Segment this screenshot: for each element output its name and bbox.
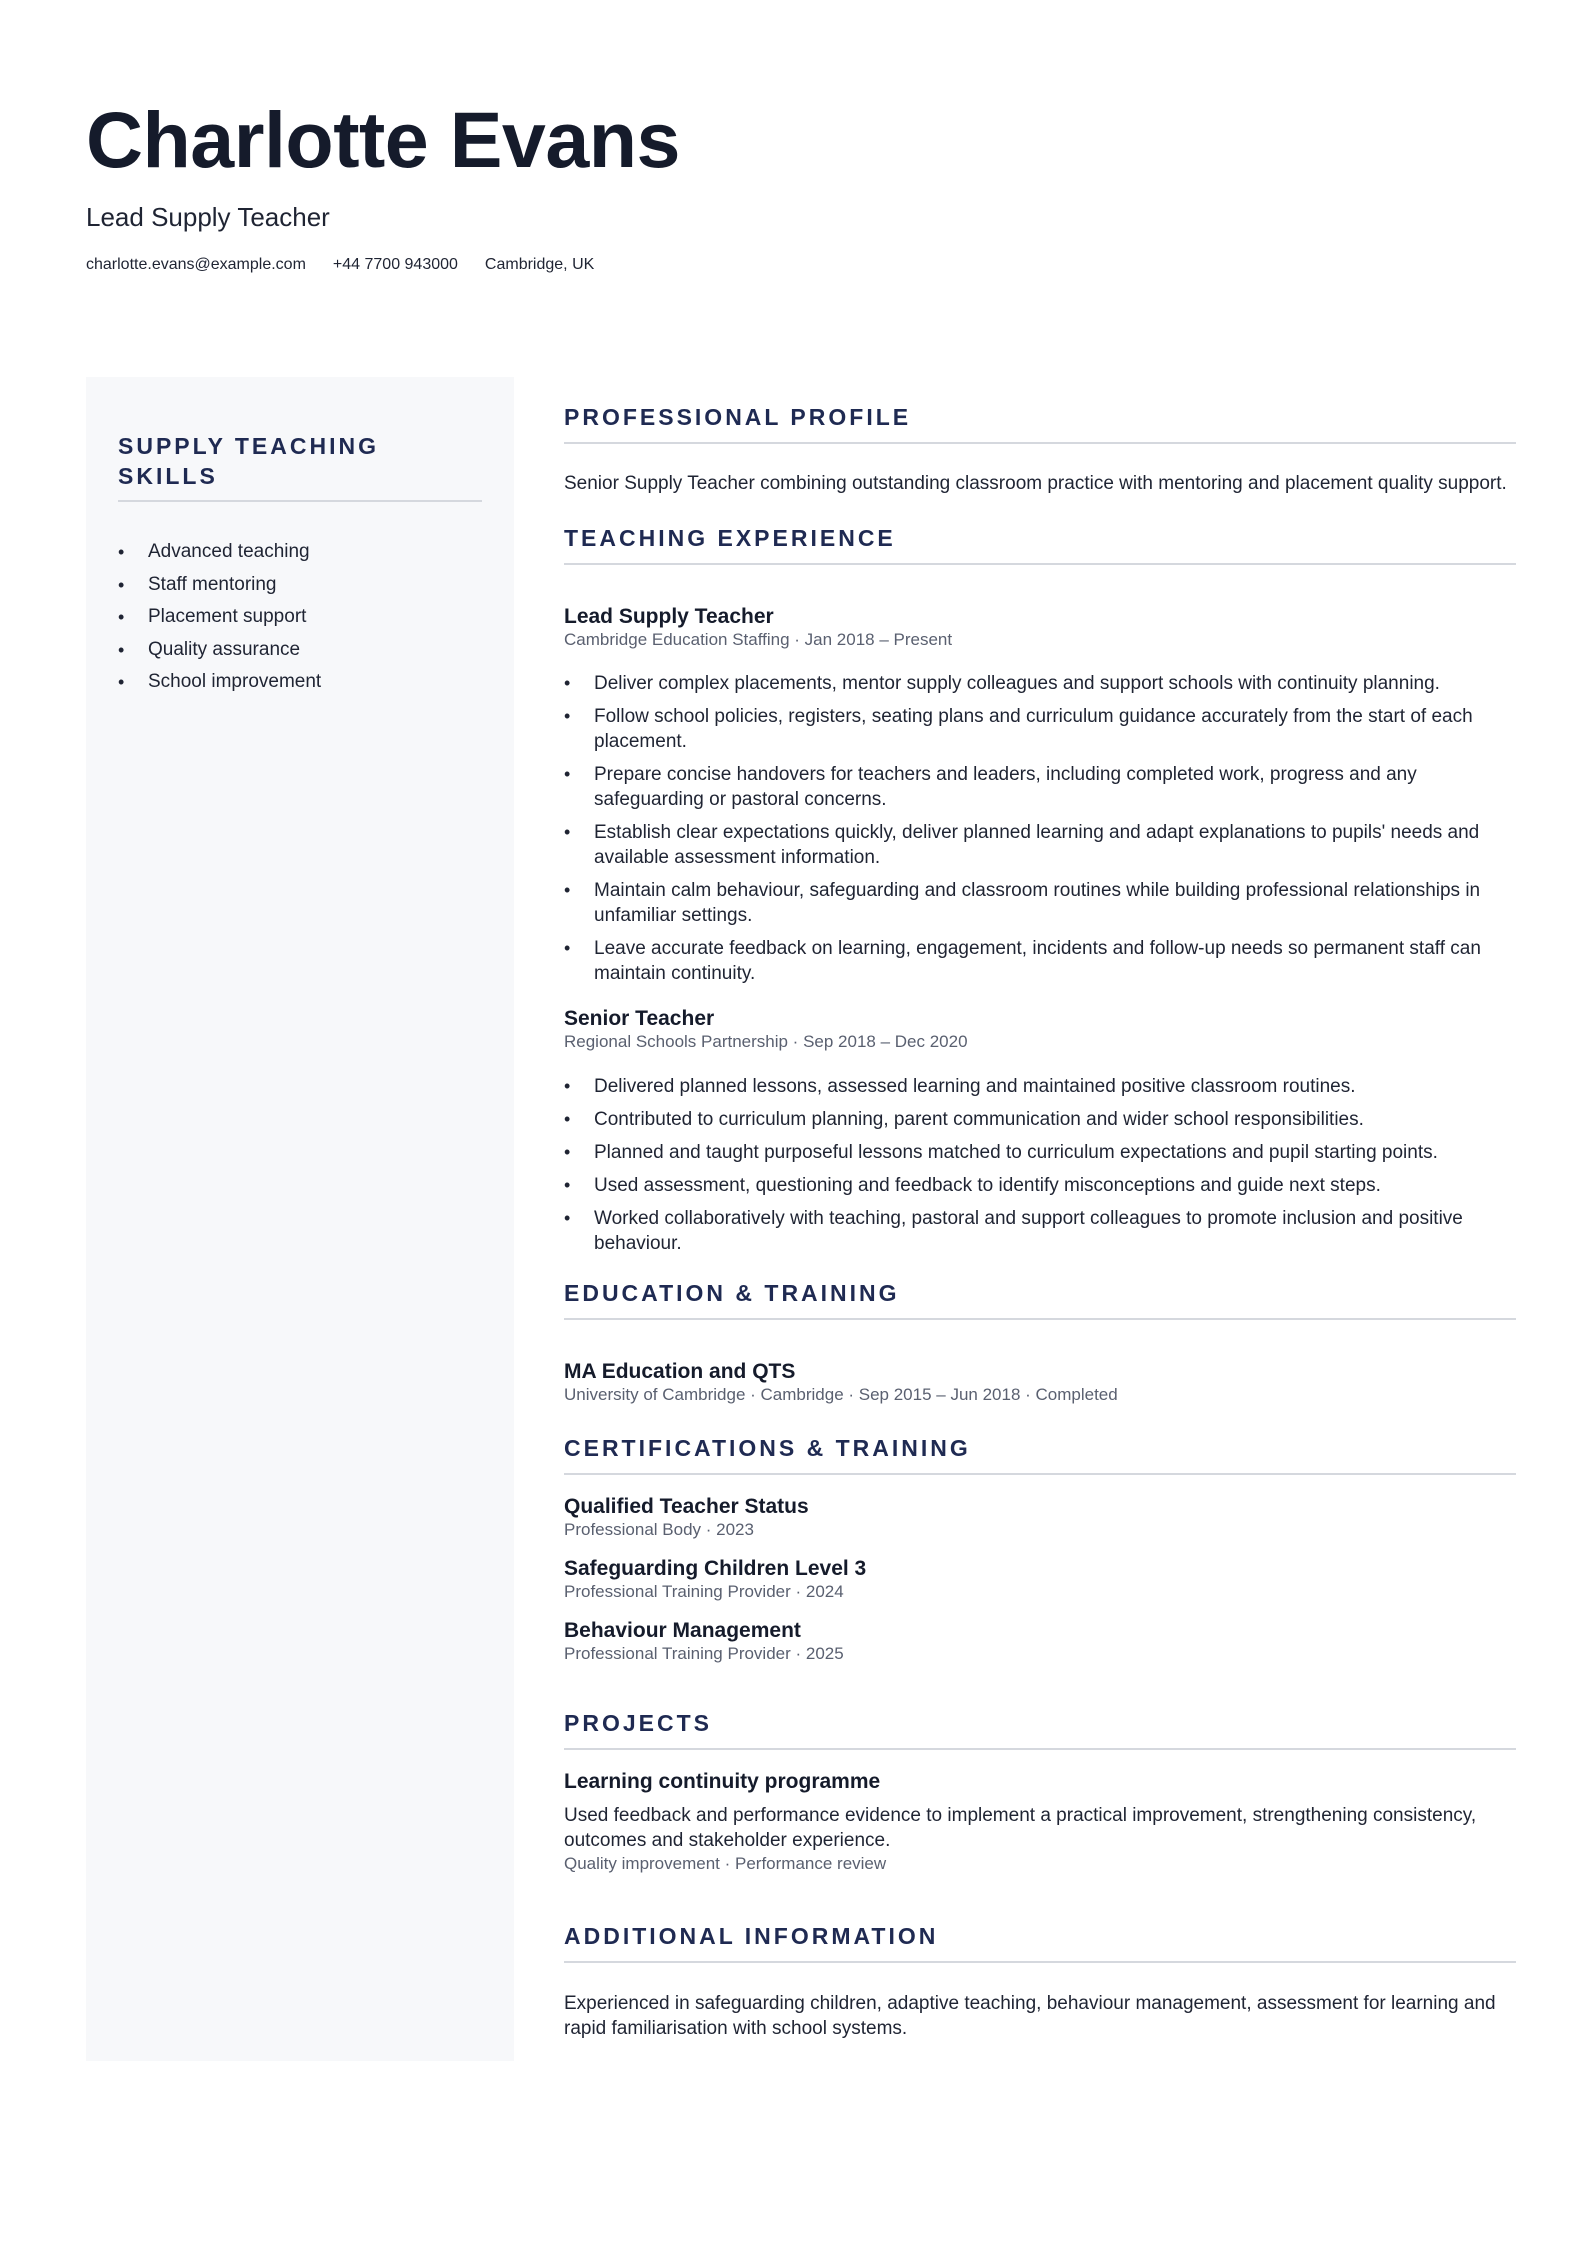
job-meta: Cambridge Education Staffing · Jan 2018 – Present <box>564 630 953 649</box>
job-title: Senior Teacher <box>564 1007 715 1030</box>
skills-heading: SUPPLY TEACHING SKILLS <box>118 431 482 502</box>
job-bullets <box>564 1074 1516 1256</box>
job-bullet: • Follow school policies, registers, seating plans and curriculum guidance accurately from the start of each placement. <box>564 704 1516 754</box>
job-bullet: • Delivered planned lessons, assessed learning and maintained positive classroom routines. <box>564 1074 1516 1099</box>
certifications-section <box>564 1433 1516 1665</box>
job-bullet: • Leave accurate feedback on learning, engagement, incidents and follow-up needs so permanent staff can maintain continuity. <box>564 936 1516 986</box>
project-title: Learning continuity programme <box>564 1770 881 1793</box>
experience-section <box>564 523 1516 1256</box>
certification-entry <box>564 1495 1516 1541</box>
certification-meta: Professional Training Provider · 2025 <box>564 1644 844 1663</box>
job-bullet: • Planned and taught purposeful lessons matched to curriculum expectations and pupil starting points. <box>564 1140 1516 1165</box>
skills-sidebar <box>86 377 514 2061</box>
contact-email[interactable]: charlotte.evans@example.com <box>86 256 306 273</box>
job-bullet: • Used assessment, questioning and feedback to identify misconceptions and guide next steps. <box>564 1173 1516 1198</box>
education-heading: EDUCATION & TRAINING <box>564 1278 1516 1320</box>
education-meta: University of Cambridge · Cambridge · Sep 2015 – Jun 2018 · Completed <box>564 1385 1118 1404</box>
contact-phone[interactable]: +44 7700 943000 <box>332 256 458 273</box>
skill-item: • Quality assurance <box>118 634 482 667</box>
skill-item: • Advanced teaching <box>118 536 482 569</box>
experience-heading: TEACHING EXPERIENCE <box>564 523 1516 565</box>
job-title: Lead Supply Teacher <box>564 605 774 628</box>
candidate-role: Lead Supply Teacher <box>86 202 330 232</box>
certification-title: Qualified Teacher Status <box>564 1495 809 1518</box>
certification-entry <box>564 1619 1516 1665</box>
certification-meta: Professional Training Provider · 2024 <box>564 1582 844 1601</box>
project-text: Used feedback and performance evidence to implement a practical improvement, strengthening consistency, outcomes and stakeholder experience. <box>564 1805 1477 1851</box>
certification-entry <box>564 1557 1516 1603</box>
job-bullet: • Contributed to curriculum planning, parent communication and wider school responsibilities. <box>564 1107 1516 1132</box>
skill-item: • Placement support <box>118 601 482 634</box>
profile-heading: PROFESSIONAL PROFILE <box>564 402 1516 444</box>
certification-title: Safeguarding Children Level 3 <box>564 1557 867 1580</box>
job-bullets <box>564 671 1516 986</box>
profile-section <box>564 402 1516 496</box>
certification-title: Behaviour Management <box>564 1619 801 1642</box>
resume-header <box>86 96 1506 275</box>
contact-location: Cambridge, UK <box>484 256 595 273</box>
job-bullet: • Establish clear expectations quickly, deliver planned learning and adapt explanations to pupils' needs and available assessment information. <box>564 820 1516 870</box>
profile-text: Senior Supply Teacher combining outstanding classroom practice with mentoring and placement quality support. <box>564 473 1507 494</box>
skills-list <box>118 536 482 699</box>
skill-item: • School improvement <box>118 666 482 699</box>
additional-heading: ADDITIONAL INFORMATION <box>564 1921 1516 1963</box>
certification-meta: Professional Body · 2023 <box>564 1520 754 1539</box>
job-meta: Regional Schools Partnership · Sep 2018 – Dec 2020 <box>564 1032 968 1051</box>
skill-item: • Staff mentoring <box>118 569 482 602</box>
project-tags: Quality improvement · Performance review <box>564 1854 887 1873</box>
contact-line <box>86 255 1506 275</box>
additional-section <box>564 1921 1516 2041</box>
projects-section <box>564 1708 1516 1875</box>
projects-heading: PROJECTS <box>564 1708 1516 1750</box>
education-section <box>564 1278 1516 1406</box>
job-entry <box>564 1007 1516 1256</box>
job-bullet: • Maintain calm behaviour, safeguarding and classroom routines while building professional relationships in unfamiliar settings. <box>564 878 1516 928</box>
certifications-heading: CERTIFICATIONS & TRAINING <box>564 1433 1516 1475</box>
candidate-name: Charlotte Evans <box>86 95 680 184</box>
job-bullet: • Worked collaboratively with teaching, pastoral and support colleagues to promote inclusion and positive behaviour. <box>564 1206 1516 1256</box>
job-bullet: • Prepare concise handovers for teachers and leaders, including completed work, progress and any safeguarding or pastoral concerns. <box>564 762 1516 812</box>
education-title: MA Education and QTS <box>564 1360 796 1383</box>
job-bullet: • Deliver complex placements, mentor supply colleagues and support schools with continuity planning. <box>564 671 1516 696</box>
additional-text: Experienced in safeguarding children, adaptive teaching, behaviour management, assessment for learning and rapid familiarisation with school systems. <box>564 1993 1496 2039</box>
main-content <box>564 402 1516 2041</box>
job-entry <box>564 605 1516 986</box>
